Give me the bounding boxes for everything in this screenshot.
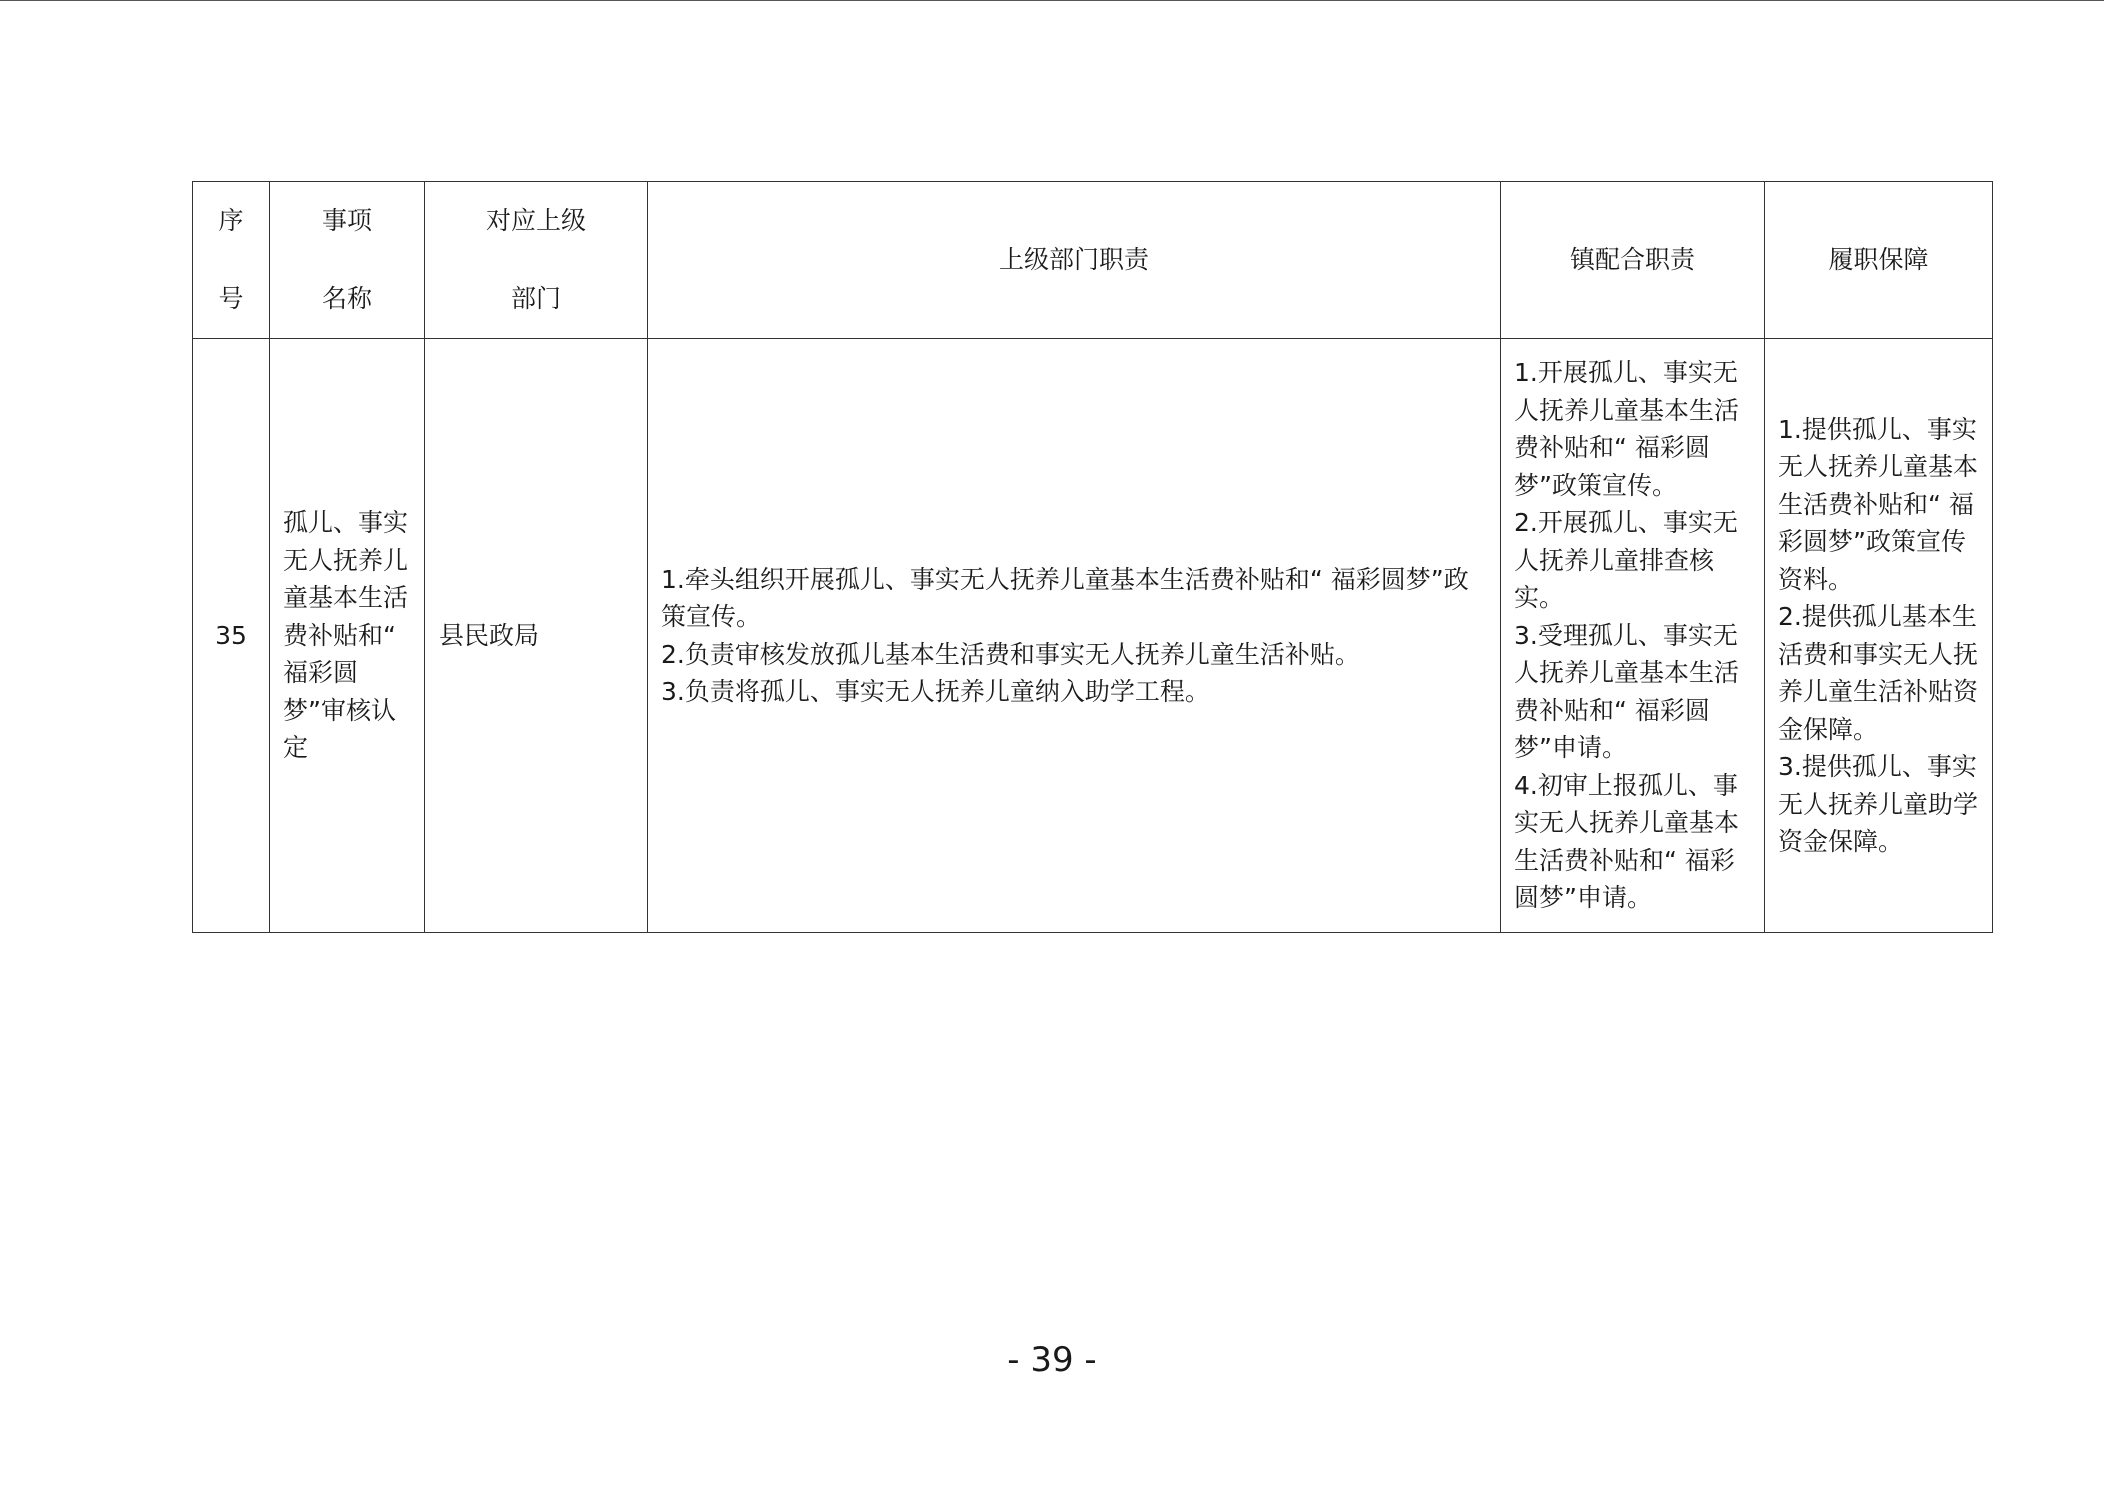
- table-body: [193, 339, 1993, 933]
- header-seq-line2: 号: [218, 284, 244, 313]
- cell-upper-dept: 县民政局: [425, 339, 648, 933]
- duty-table: [192, 181, 1993, 933]
- header-upper-dept: [425, 182, 648, 339]
- town-duty-item: 3.受理孤儿、事实无人抚养儿童基本生活费补贴和“ 福彩圆梦”申请。: [1514, 620, 1740, 763]
- cell-seq: 35: [193, 339, 270, 933]
- header-item-name-line2: 名称: [321, 284, 372, 313]
- cell-guarantee: [1765, 339, 1993, 933]
- cell-upper-duty: [648, 339, 1501, 933]
- table-header: [193, 182, 1993, 339]
- upper-duty-item: 3.负责将孤儿、事实无人抚养儿童纳入助学工程。: [661, 677, 1210, 706]
- upper-duty-item: 1.牵头组织开展孤儿、事实无人抚养儿童基本生活费补贴和“ 福彩圆梦”政策宣传。: [661, 564, 1469, 631]
- cell-town-duty: [1501, 339, 1765, 933]
- header-upper-dept-line2: 部门: [510, 284, 561, 313]
- header-item-name-line1: 事项: [321, 206, 372, 235]
- town-duty-item: 4.初审上报孤儿、事实无人抚养儿童基本生活费补贴和“ 福彩圆梦”申请。: [1514, 770, 1740, 913]
- guarantee-item: 2.提供孤儿基本生活费和事实无人抚养儿童生活补贴资金保障。: [1778, 602, 1979, 744]
- header-row: [193, 182, 1993, 339]
- header-seq-line1: 序: [218, 206, 244, 235]
- header-seq: [193, 182, 270, 339]
- header-item-name: [270, 182, 425, 339]
- table-row: [193, 339, 1993, 933]
- guarantee-item: 3.提供孤儿、事实无人抚养儿童助学资金保障。: [1778, 752, 1979, 856]
- header-town-duty: 镇配合职责: [1501, 182, 1765, 339]
- guarantee-item: 1.提供孤儿、事实无人抚养儿童基本生活费补贴和“ 福彩圆梦”政策宣传资料。: [1778, 414, 1979, 594]
- header-upper-duty: 上级部门职责: [648, 182, 1501, 339]
- town-duty-item: 2.开展孤儿、事实无人抚养儿童排查核实。: [1514, 508, 1738, 613]
- upper-duty-item: 2.负责审核发放孤儿基本生活费和事实无人抚养儿童生活补贴。: [661, 639, 1360, 669]
- town-duty-item: 1.开展孤儿、事实无人抚养儿童基本生活费补贴和“ 福彩圆梦”政策宣传。: [1514, 358, 1740, 500]
- cell-item-name: 孤儿、事实无人抚养儿童基本生活费补贴和“ 福彩圆梦”审核认定: [270, 339, 425, 933]
- header-guarantee: 履职保障: [1765, 182, 1993, 339]
- header-upper-dept-line1: 对应上级: [485, 206, 586, 235]
- top-border-line: [0, 0, 2104, 1]
- page-number: - 39 -: [1007, 1340, 1097, 1380]
